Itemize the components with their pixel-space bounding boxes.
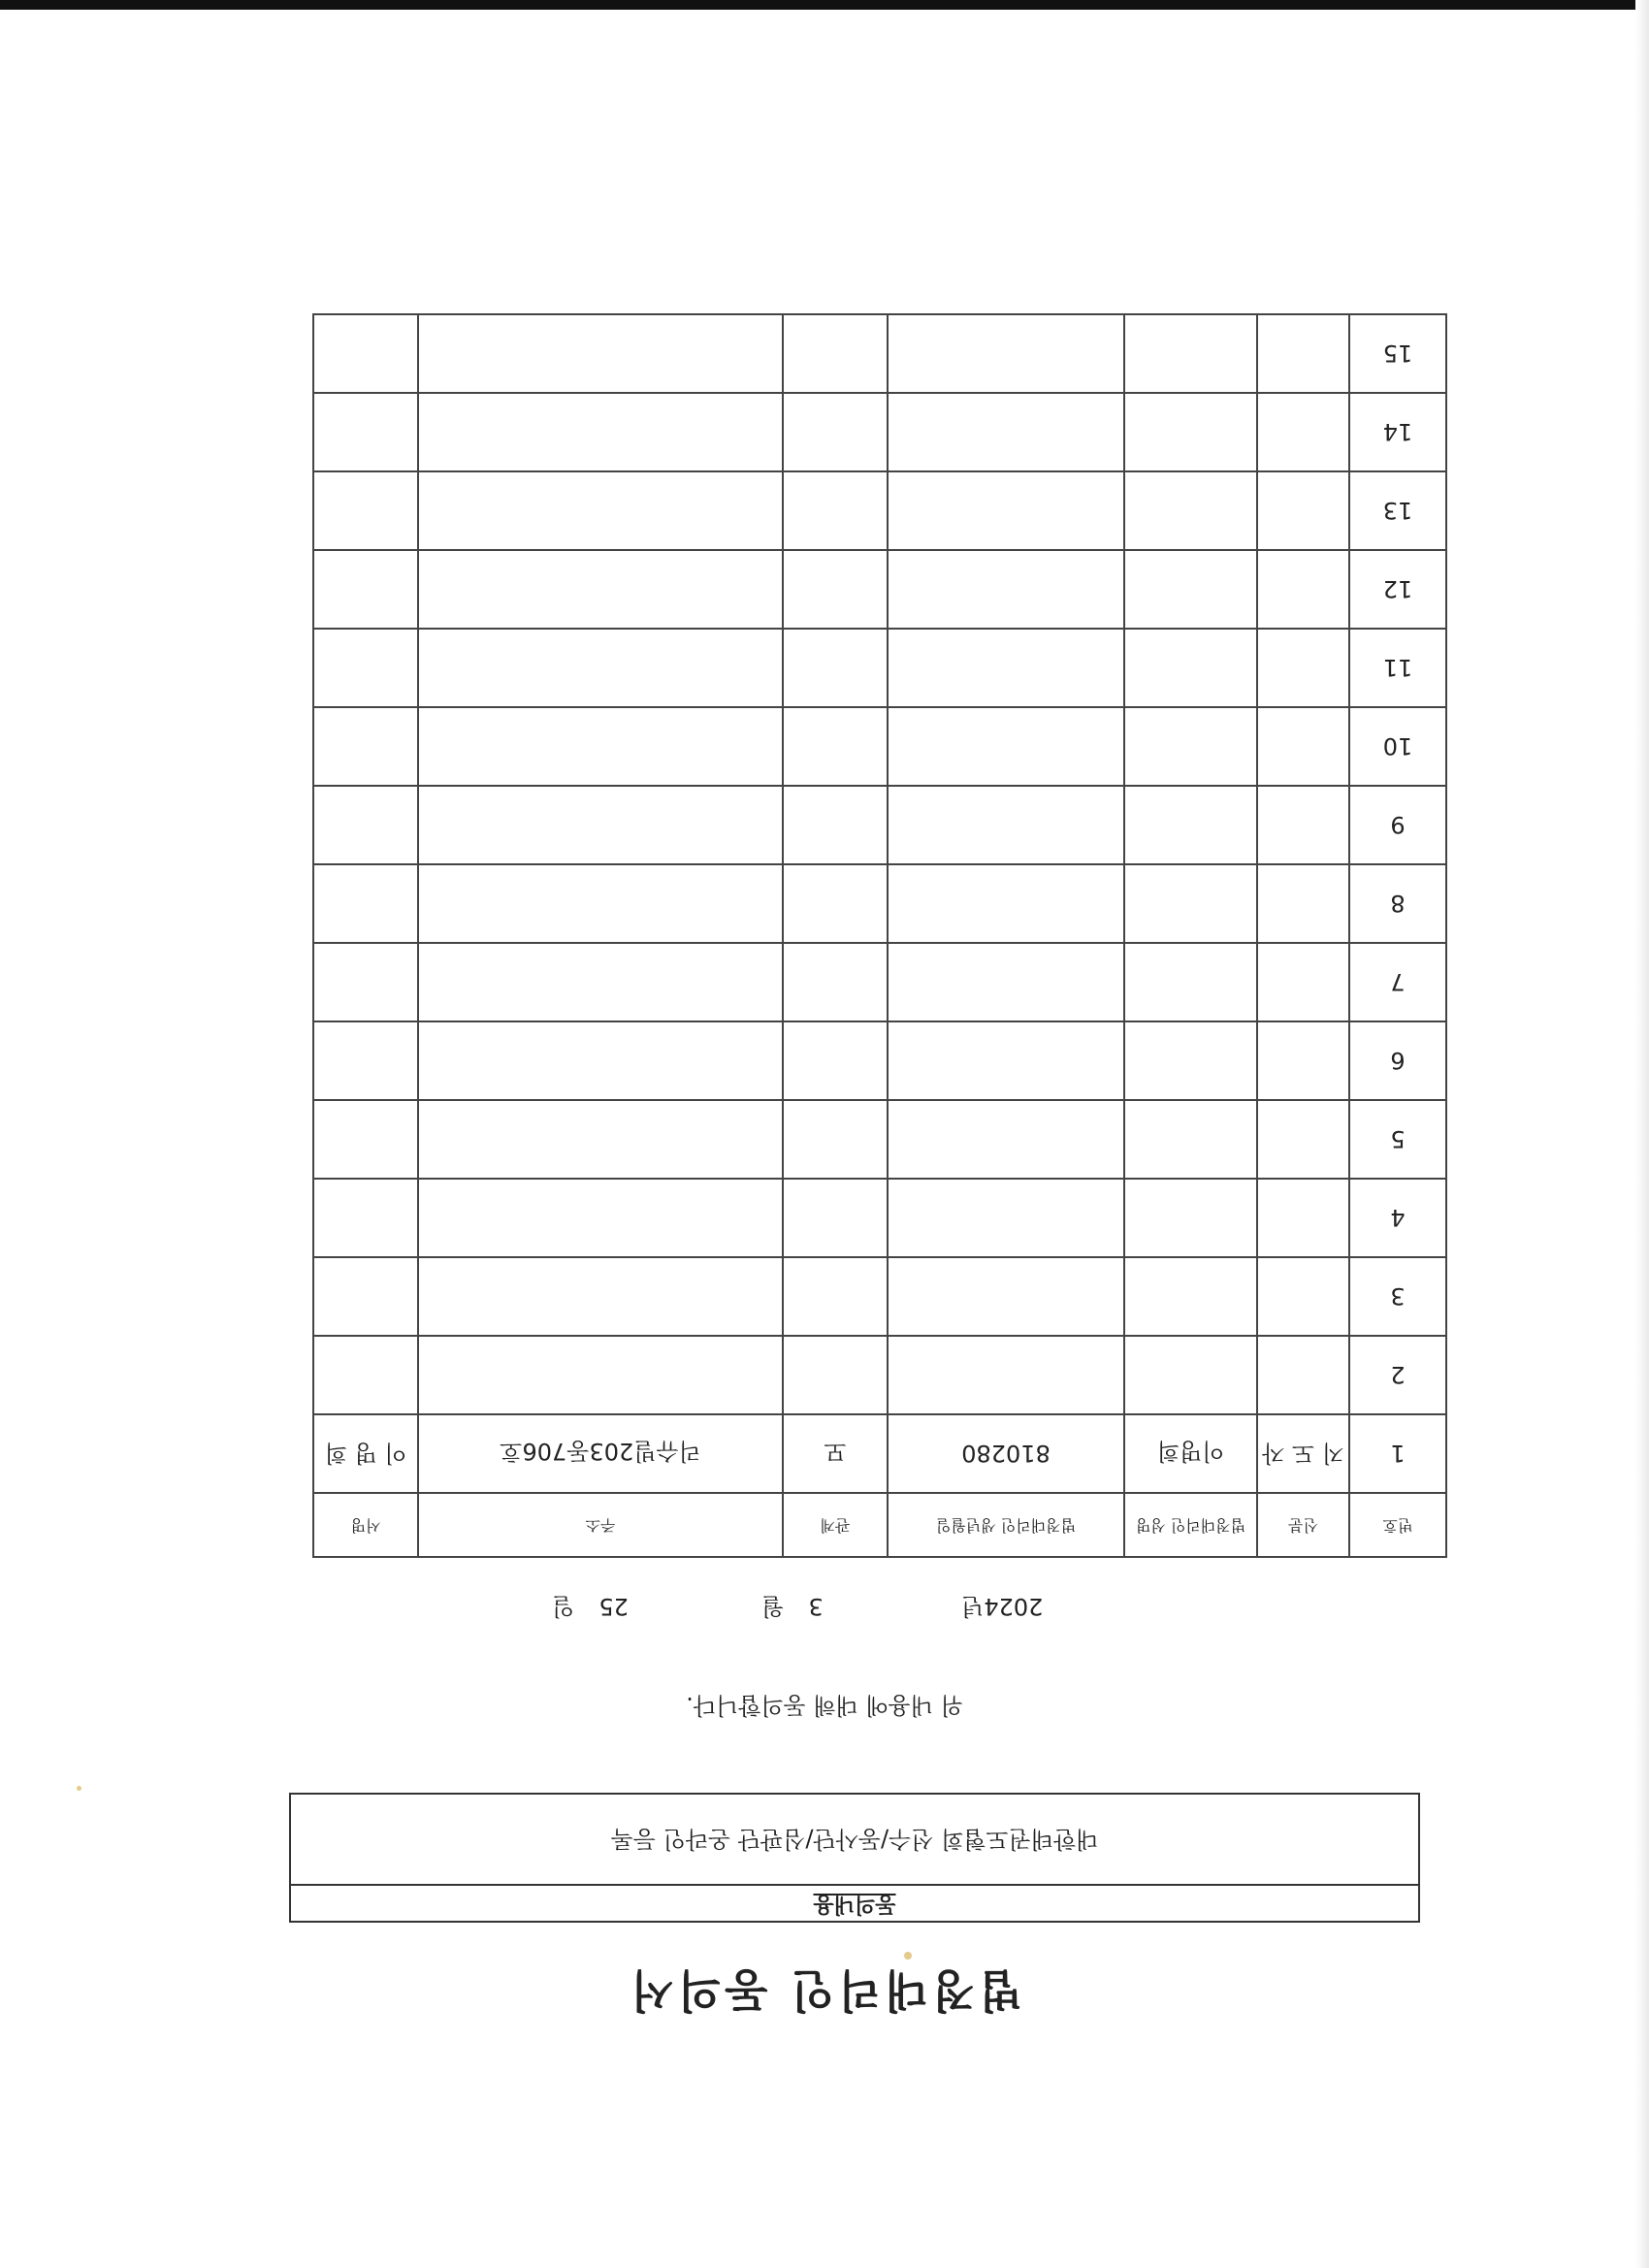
cell-birth bbox=[888, 707, 1124, 786]
cell-sign bbox=[313, 1336, 418, 1414]
cell-birth bbox=[888, 314, 1124, 393]
cell-no: 10 bbox=[1349, 707, 1446, 786]
cell-name bbox=[1124, 864, 1257, 943]
cell-name bbox=[1124, 314, 1257, 393]
cell-sign bbox=[313, 1179, 418, 1257]
cell-name bbox=[1124, 1257, 1257, 1336]
cell-sign bbox=[313, 393, 418, 471]
header-role: 신분 bbox=[1257, 1493, 1349, 1557]
cell-relation bbox=[783, 786, 888, 864]
cell-name bbox=[1124, 1179, 1257, 1257]
consent-heading bbox=[291, 1884, 1418, 1921]
cell-no: 14 bbox=[1349, 393, 1446, 471]
cell-no: 2 bbox=[1349, 1336, 1446, 1414]
cell-name bbox=[1124, 471, 1257, 550]
document-title: 법정대리인 동의서 bbox=[627, 1964, 1022, 2017]
cell-relation bbox=[783, 1336, 888, 1414]
cell-address bbox=[418, 1021, 783, 1100]
cell-address bbox=[418, 1257, 783, 1336]
table-row bbox=[313, 786, 1446, 864]
table-row bbox=[313, 393, 1446, 471]
cell-role bbox=[1257, 786, 1349, 864]
cell-sign: 이 명 희 bbox=[313, 1414, 418, 1493]
consent-heading-label: 동의내용 bbox=[813, 1892, 896, 1916]
cell-relation bbox=[783, 314, 888, 393]
cell-address bbox=[418, 471, 783, 550]
cell-name: 이명희 bbox=[1124, 1414, 1257, 1493]
cell-no: 15 bbox=[1349, 314, 1446, 393]
cell-birth bbox=[888, 786, 1124, 864]
cell-name bbox=[1124, 1336, 1257, 1414]
cell-address bbox=[418, 1179, 783, 1257]
cell-birth bbox=[888, 1179, 1124, 1257]
date-year: 2024년 bbox=[961, 1593, 1044, 1620]
table-header-row bbox=[313, 1493, 1446, 1557]
cell-no: 3 bbox=[1349, 1257, 1446, 1336]
cell-address bbox=[418, 707, 783, 786]
table-row bbox=[313, 1336, 1446, 1414]
cell-relation bbox=[783, 1257, 888, 1336]
cell-birth bbox=[888, 629, 1124, 707]
cell-birth bbox=[888, 550, 1124, 629]
table-row bbox=[313, 1100, 1446, 1179]
cell-role bbox=[1257, 707, 1349, 786]
table-row bbox=[313, 864, 1446, 943]
table-body bbox=[313, 314, 1446, 1493]
table-row bbox=[313, 707, 1446, 786]
cell-birth bbox=[888, 1336, 1124, 1414]
cell-birth bbox=[888, 471, 1124, 550]
table-row bbox=[313, 314, 1446, 393]
cell-name bbox=[1124, 629, 1257, 707]
cell-birth bbox=[888, 1021, 1124, 1100]
cell-relation bbox=[783, 393, 888, 471]
cell-birth bbox=[888, 1100, 1124, 1179]
signing-date bbox=[0, 1592, 1649, 1626]
cell-role: 지 도 자 bbox=[1257, 1414, 1349, 1493]
cell-sign bbox=[313, 943, 418, 1021]
header-address: 주소 bbox=[418, 1493, 783, 1557]
cell-role bbox=[1257, 550, 1349, 629]
header-birth: 법정대리인 생년월일 bbox=[888, 1493, 1124, 1557]
header-relation: 관계 bbox=[783, 1493, 888, 1557]
cell-no: 12 bbox=[1349, 550, 1446, 629]
cell-relation bbox=[783, 1021, 888, 1100]
table-row bbox=[313, 471, 1446, 550]
cell-address: 리슈빌203동706호 bbox=[418, 1414, 783, 1493]
cell-sign bbox=[313, 629, 418, 707]
cell-sign bbox=[313, 471, 418, 550]
cell-birth bbox=[888, 943, 1124, 1021]
cell-role bbox=[1257, 629, 1349, 707]
cell-no: 5 bbox=[1349, 1100, 1446, 1179]
date-day-number: 25 bbox=[598, 1593, 629, 1620]
cell-role bbox=[1257, 314, 1349, 393]
table-row bbox=[313, 943, 1446, 1021]
cell-sign bbox=[313, 1100, 418, 1179]
cell-relation bbox=[783, 943, 888, 1021]
header-name: 법정대리인 성명 bbox=[1124, 1493, 1257, 1557]
cell-birth: 810280 bbox=[888, 1414, 1124, 1493]
header-sign: 서명 bbox=[313, 1493, 418, 1557]
cell-no: 11 bbox=[1349, 629, 1446, 707]
cell-role bbox=[1257, 1336, 1349, 1414]
cell-no: 13 bbox=[1349, 471, 1446, 550]
cell-address bbox=[418, 629, 783, 707]
cell-role bbox=[1257, 864, 1349, 943]
cell-name bbox=[1124, 393, 1257, 471]
table-row bbox=[313, 1179, 1446, 1257]
date-day-unit: 일 bbox=[551, 1593, 575, 1620]
cell-role bbox=[1257, 393, 1349, 471]
cell-relation bbox=[783, 1100, 888, 1179]
cell-sign bbox=[313, 707, 418, 786]
cell-no: 9 bbox=[1349, 786, 1446, 864]
cell-address bbox=[418, 314, 783, 393]
cell-address bbox=[418, 1336, 783, 1414]
cell-sign bbox=[313, 314, 418, 393]
cell-role bbox=[1257, 1179, 1349, 1257]
agreement-statement: 위 내용에 대해 동의합니다. bbox=[686, 1692, 963, 1719]
cell-birth bbox=[888, 1257, 1124, 1336]
table-row bbox=[313, 1414, 1446, 1493]
cell-address bbox=[418, 864, 783, 943]
cell-name bbox=[1124, 550, 1257, 629]
date-month-unit: 월 bbox=[761, 1593, 785, 1620]
cell-name bbox=[1124, 1021, 1257, 1100]
cell-birth bbox=[888, 864, 1124, 943]
consent-box bbox=[289, 1793, 1420, 1923]
cell-sign bbox=[313, 786, 418, 864]
cell-role bbox=[1257, 943, 1349, 1021]
cell-relation bbox=[783, 550, 888, 629]
cell-address bbox=[418, 943, 783, 1021]
cell-address bbox=[418, 550, 783, 629]
cell-sign bbox=[313, 550, 418, 629]
scan-speck bbox=[904, 1952, 912, 1960]
date-month-number: 3 bbox=[808, 1593, 824, 1620]
table-row bbox=[313, 550, 1446, 629]
cell-name bbox=[1124, 707, 1257, 786]
cell-no: 6 bbox=[1349, 1021, 1446, 1100]
cell-address bbox=[418, 786, 783, 864]
cell-address bbox=[418, 1100, 783, 1179]
cell-relation bbox=[783, 864, 888, 943]
cell-relation bbox=[783, 471, 888, 550]
cell-sign bbox=[313, 1021, 418, 1100]
cell-name bbox=[1124, 943, 1257, 1021]
header-no: 번호 bbox=[1349, 1493, 1446, 1557]
cell-role bbox=[1257, 1021, 1349, 1100]
cell-relation: 모 bbox=[783, 1414, 888, 1493]
cell-sign bbox=[313, 1257, 418, 1336]
table-row bbox=[313, 1021, 1446, 1100]
cell-sign bbox=[313, 864, 418, 943]
cell-birth bbox=[888, 393, 1124, 471]
table-row bbox=[313, 629, 1446, 707]
cell-no: 4 bbox=[1349, 1179, 1446, 1257]
consent-text: 대한태권도협회 선수/동사단/심판단 온라인 등록 bbox=[610, 1826, 1099, 1853]
cell-role bbox=[1257, 1100, 1349, 1179]
table-row bbox=[313, 1257, 1446, 1336]
guardian-roster-table bbox=[312, 313, 1447, 1558]
cell-relation bbox=[783, 1179, 888, 1257]
cell-name bbox=[1124, 786, 1257, 864]
cell-address bbox=[418, 393, 783, 471]
cell-name bbox=[1124, 1100, 1257, 1179]
cell-no: 7 bbox=[1349, 943, 1446, 1021]
scan-speck bbox=[77, 1786, 81, 1791]
cell-role bbox=[1257, 471, 1349, 550]
cell-role bbox=[1257, 1257, 1349, 1336]
cell-relation bbox=[783, 707, 888, 786]
cell-no: 8 bbox=[1349, 864, 1446, 943]
cell-relation bbox=[783, 629, 888, 707]
cell-no: 1 bbox=[1349, 1414, 1446, 1493]
